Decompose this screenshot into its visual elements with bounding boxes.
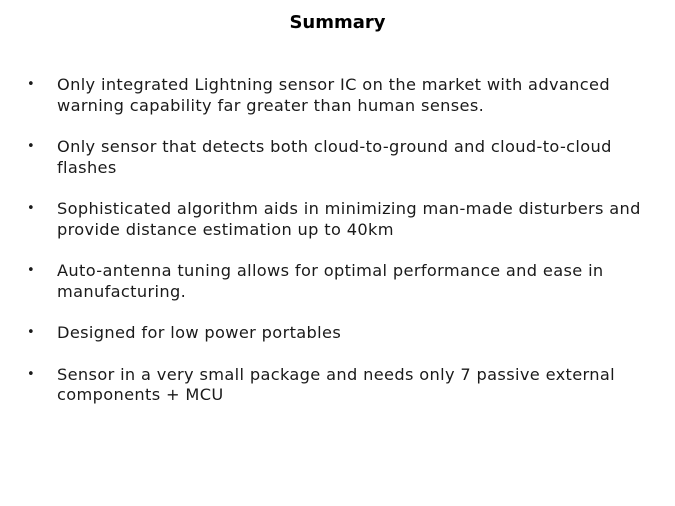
bullet-text: Only integrated Lightning sensor IC on the market with advanced warning capability far greater than human senses.: [57, 75, 610, 115]
slide-title: Summary: [289, 12, 386, 33]
bullet-marker: •: [27, 201, 35, 217]
bullet-item: [0, 261, 675, 302]
bullet-text: Auto-antenna tuning allows for optimal performance and ease in manufacturing.: [57, 261, 604, 301]
bullet-text: Sophisticated algorithm aids in minimizing man-made disturbers and provide distance estimation up to 40km: [57, 199, 641, 239]
bullet-marker: •: [27, 263, 35, 279]
bullet-text: Sensor in a very small package and needs only 7 passive external components + MCU: [57, 364, 615, 405]
bullet-text: Only sensor that detects both cloud-to-ground and cloud-to-cloud flashes: [57, 137, 612, 177]
bullet-item: [0, 199, 675, 240]
bullet-list: [0, 75, 675, 427]
bullet-item: [0, 75, 675, 116]
bullet-marker: •: [27, 139, 35, 155]
bullet-marker: •: [27, 77, 35, 92]
bullet-text: Designed for low power portables: [57, 323, 342, 343]
bullet-item: [0, 365, 675, 406]
bullet-marker: •: [27, 366, 35, 382]
bullet-item: [0, 323, 675, 344]
bullet-item: [0, 137, 675, 178]
bullet-marker: •: [27, 325, 35, 341]
